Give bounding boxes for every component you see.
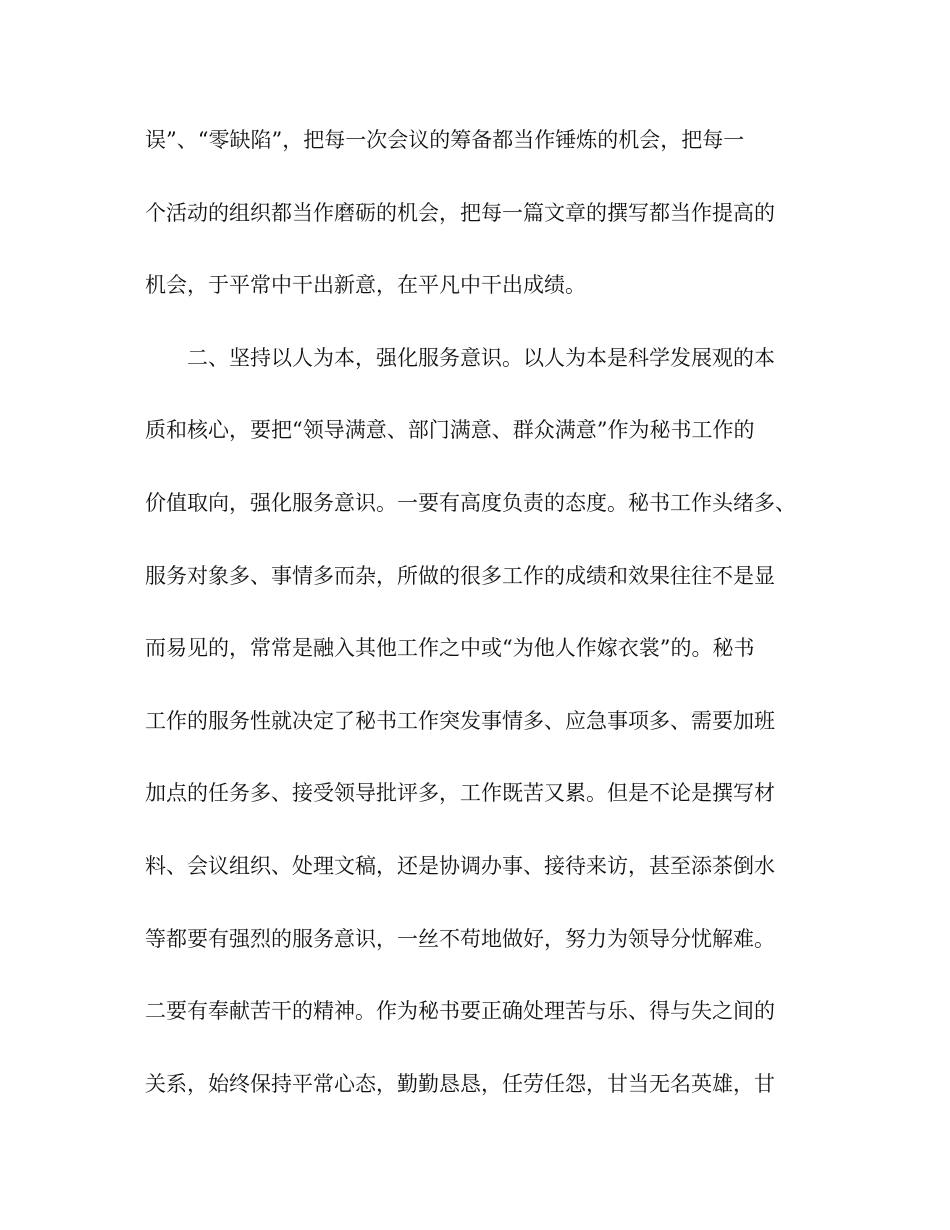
text-line: 工作的服务性就决定了秘书工作突发事情多、应急事项多、需要加班	[145, 708, 775, 733]
text-line: 等都要有强烈的服务意识，一丝不苟地做好，努力为领导分忧解难。	[145, 926, 775, 951]
text-line: 误”、“零缺陷”，把每一次会议的筹备都当作锤炼的机会，把每一	[145, 128, 745, 152]
text-line: 个活动的组织都当作磨砺的机会，把每一篇文章的撰写都当作提高的	[145, 200, 775, 225]
text-line: 关系，始终保持平常心态，勤勤恳恳，任劳任怨，甘当无名英雄，甘	[145, 1071, 775, 1096]
text-line: 二要有奉献苦干的精神。作为秘书要正确处理苦与乐、得与失之间的	[145, 999, 775, 1024]
text-line: 二、坚持以人为本，强化服务意识。以人为本是科学发展观的本	[145, 345, 775, 370]
text-line: 质和核心，要把“领导满意、部门满意、群众满意”作为秘书工作的	[145, 418, 755, 443]
text-line: 加点的任务多、接受领导批评多，工作既苦又累。但是不论是撰写材	[145, 781, 775, 806]
text-line: 服务对象多、事情多而杂，所做的很多工作的成绩和效果往往不是显	[145, 563, 775, 588]
body-text	[145, 120, 825, 1136]
text-line: 而易见的，常常是融入其他工作之中或“为他人作嫁衣裳”的。秘书	[145, 636, 755, 661]
text-line: 料、会议组织、处理文稿，还是协调办事、接待来访，甚至添茶倒水	[145, 853, 775, 878]
text-line: 机会，于平常中干出新意，在平凡中干出成绩。	[145, 273, 586, 298]
text-line: 价值取向，强化服务意识。一要有高度负责的态度。秘书工作头绪多、	[145, 490, 796, 515]
